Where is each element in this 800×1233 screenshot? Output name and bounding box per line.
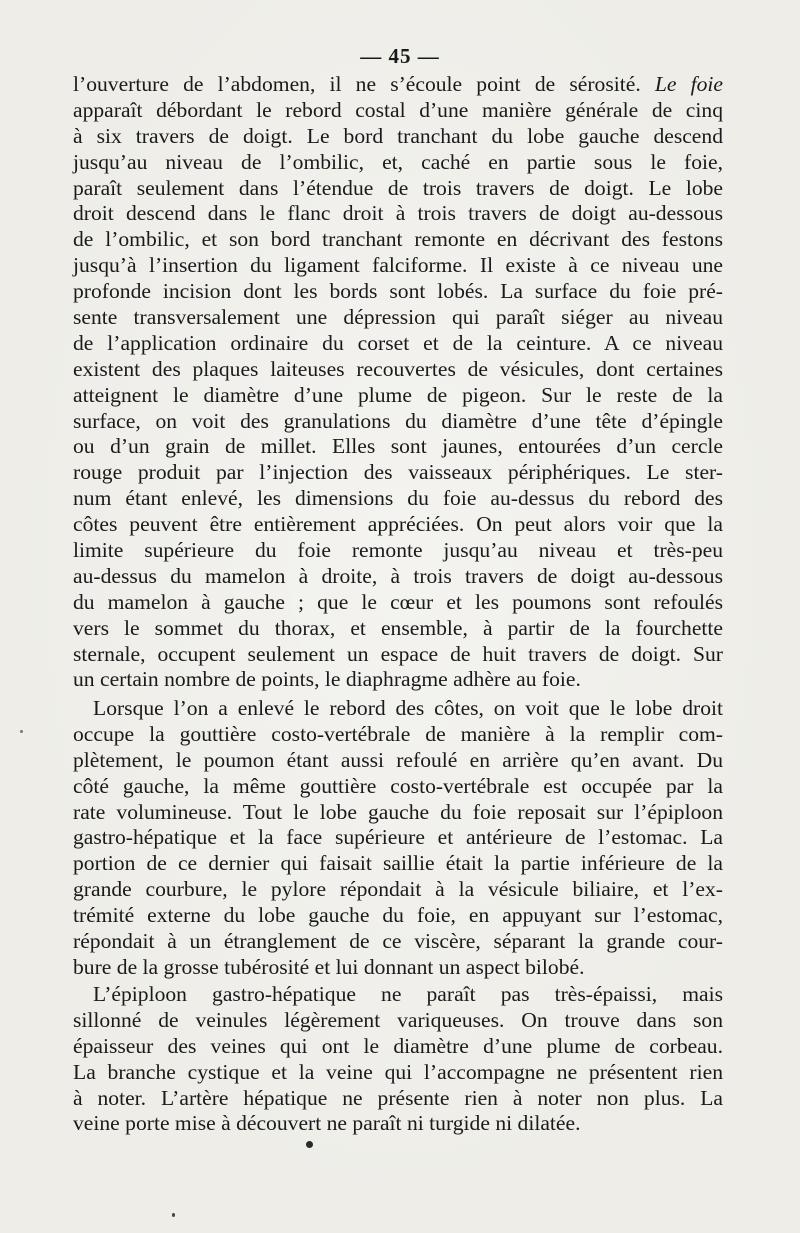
text-line: L’épiploon gastro-hépatique ne paraît pas très-épaissi, mais [93,982,723,1006]
page-number: — 45 — [360,44,440,68]
text-line: de l’ombilic, et son bord tranchant remonte en décrivant des festons [73,227,723,252]
text-line: jusqu’à l’insertion du ligament falciforme. Il existe à ce niveau une [73,253,723,278]
italic-emphasis: Le foie [654,72,724,96]
text-line: surface, on voit des granulations du diamètre d’une tête d’épingle [73,408,723,433]
text-line: ou d’un grain de millet. Elles sont jaunes, entourées d’un cercle [73,434,723,459]
ink-speck [306,1141,313,1148]
paragraph-2 [73,696,723,981]
text-line: atteignent le diamètre d’une plume de pigeon. Sur le reste de la [73,382,723,407]
text-line: occupe la gouttière costo-vertébrale de manière à la remplir com- [73,721,723,746]
text-line: épaisseur des veines qui ont le diamètre d’une plume de corbeau. [73,1033,723,1058]
text-line: grande courbure, le pylore répondait à la vésicule biliaire, et l’ex- [73,877,723,902]
text-line: vers le sommet du thorax, et ensemble, à partir de la fourchette [73,615,723,640]
text-line: côté gauche, la même gouttière costo-vertébrale est occupée par la [73,773,723,798]
text-line: veine porte mise à découvert ne paraît ni turgide ni dilatée. [73,1111,581,1136]
text-line: profonde incision dont les bords sont lobés. La surface du foie pré- [73,279,723,304]
text-line: plètement, le poumon étant aussi refoulé en arrière qu’en avant. Du [73,747,723,772]
text-line: paraît seulement dans l’étendue de trois travers de doigt. Le lobe [73,175,723,200]
text-line: au-dessus du mamelon à droite, à trois travers de doigt au-dessous [73,563,723,588]
paragraph-3 [73,982,723,1137]
text-line: jusqu’au niveau de l’ombilic, et, caché en partie sous le foie, [73,149,723,174]
text-line: num étant enlevé, les dimensions du foie au-dessus du rebord des [73,486,723,511]
text-line: existent des plaques laiteuses recouvertes de vésicules, dont certaines [73,356,723,381]
text-line: sillonné de veinules légèrement variqueuses. On trouve dans son [73,1007,723,1032]
text-line: bure de la grosse tubérosité et lui donnant un aspect bilobé. [73,954,585,979]
text-line: répondait à un étranglement de ce viscère, séparant la grande cour- [73,929,723,954]
text-line: côtes peuvent être entièrement appréciées. On peut alors voir que la [73,512,723,537]
text-line: sente transversalement une dépression qui paraît siéger au niveau [73,305,723,330]
text-line: trémité externe du lobe gauche du foie, en appuyant sur l’estomac, [73,903,723,928]
ink-speck [20,730,23,733]
text-line: portion de ce dernier qui faisait saillie était la partie inférieure de la [73,851,723,876]
text-line: gastro-hépatique et la face supérieure et antérieure de l’estomac. La [73,825,723,850]
text-line: de l’application ordinaire du corset et de la ceinture. A ce niveau [73,330,723,355]
text-line: rate volumineuse. Tout le lobe gauche du foie reposait sur l’épiploon [73,799,723,824]
text-line: un certain nombre de points, le diaphragme adhère au foie. [73,667,581,692]
text-line: rouge produit par l’injection des vaisseaux périphériques. Le ster- [73,460,723,485]
text-line: l’ouverture de l’abdomen, il ne s’écoule point de sérosité. Le foie [73,72,724,96]
text-line: Lorsque l’on a enlevé le rebord des côtes, on voit que le lobe droit [93,696,723,720]
ink-speck [172,1213,175,1217]
text-line: apparaît débordant le rebord costal d’une manière générale de cinq [73,97,723,122]
text-line: sternale, occupent seulement un espace de huit travers de doigt. Sur [73,641,723,666]
text-line: à six travers de doigt. Le bord tranchant du lobe gauche descend [73,123,723,148]
text-line: du mamelon à gauche ; que le cœur et les poumons sont refoulés [73,589,723,614]
text-line: limite supérieure du foie remonte jusqu’au niveau et très-peu [73,538,723,563]
paragraph-1 [73,72,723,693]
text-line: droit descend dans le flanc droit à trois travers de doigt au-dessous [73,201,723,226]
text-line: à noter. L’artère hépatique ne présente rien à noter non plus. La [73,1085,723,1110]
text-line: La branche cystique et la veine qui l’accompagne ne présentent rien [73,1059,723,1084]
